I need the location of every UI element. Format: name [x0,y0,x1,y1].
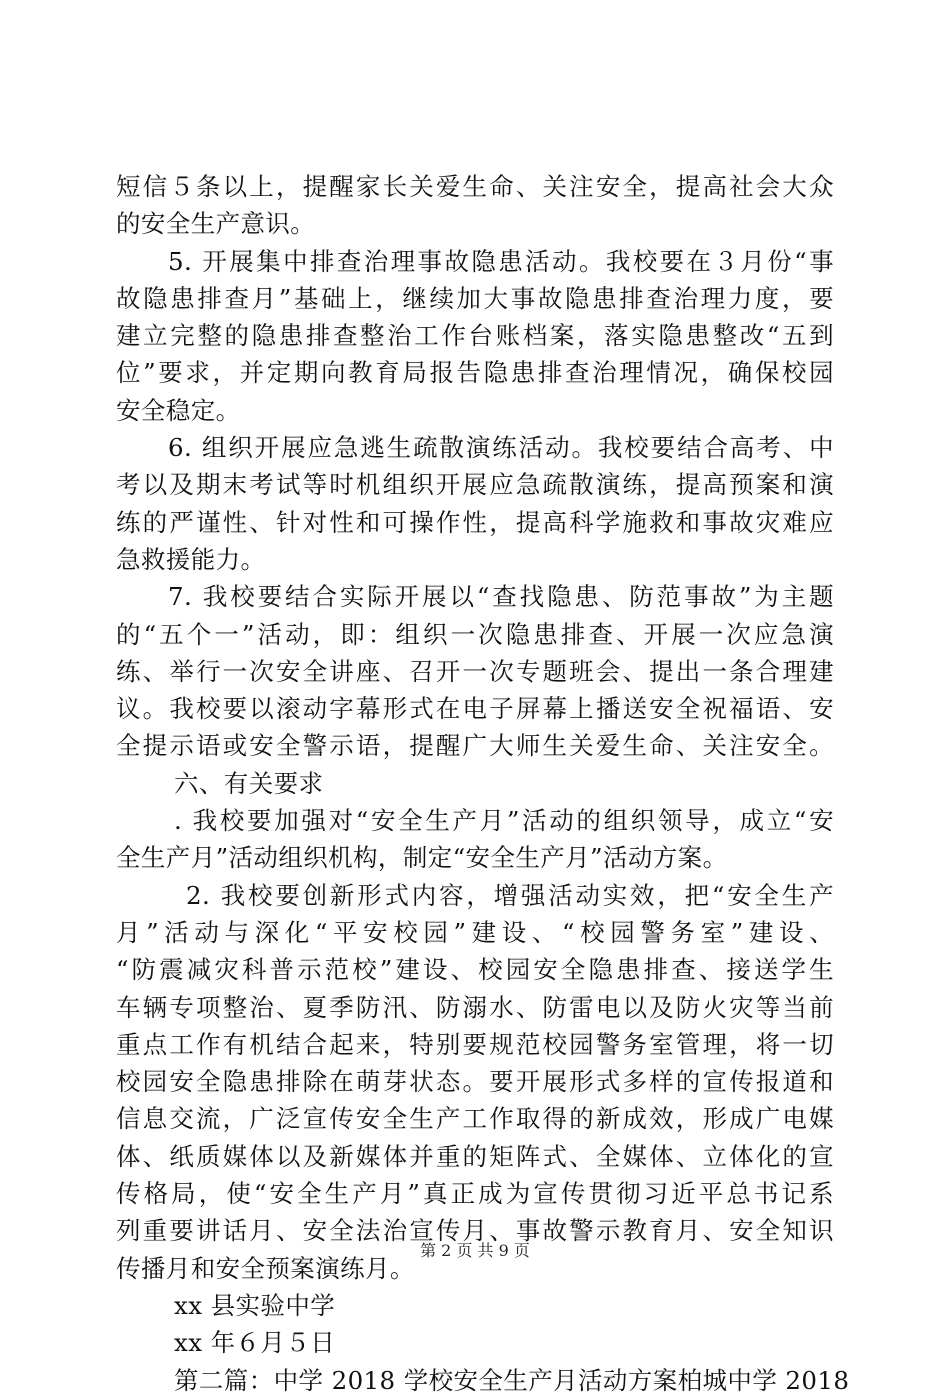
text-line: 信息交流，广泛宣传安全生产工作取得的新成效，形成广电媒 [116,1104,834,1134]
text-line: 全生产月”活动组织机构，制定“安全生产月”活动方案。 [116,843,728,873]
document-body [116,168,850,1399]
text-line: 体、纸质媒体以及新媒体并重的矩阵式、全媒体、立体化的宣 [116,1141,834,1171]
text-line: 车辆专项整治、夏季防汛、防溺水、防雷电以及防火灾等当前 [116,992,834,1022]
text-line: 7. 我校要结合实际开展以“查找隐患、防范事故”为主题 [168,582,834,612]
text-line: 月”活动与深化“平安校园”建设、“校园警务室”建设、 [116,917,834,947]
signature-date: xx 年６月５日 [174,1328,336,1358]
page-number-footer: 第 2 页 共 9 页 [420,1241,530,1260]
text-line: 传格局，使“安全生产月”真正成为宣传贯彻习近平总书记系 [116,1179,834,1209]
text-line: “防震减灾科普示范校”建设、校园安全隐患排查、接送学生 [116,955,834,985]
text-line: 急救援能力。 [116,544,266,574]
signature-org: xx 县实验中学 [174,1290,336,1320]
text-line: 6. 组织开展应急逃生疏散演练活动。我校要结合高考、中 [168,433,834,463]
text-line: 建立完整的隐患排查整治工作台账档案，落实隐患整改“五到 [116,321,834,351]
text-line: 列重要讲话月、安全法治宣传月、事故警示教育月、安全知识 [116,1216,834,1246]
text-line: 安全稳定。 [116,395,241,425]
section-heading: 六、有关要求 [174,768,324,798]
text-line: 2. 我校要创新形式内容，增强活动实效，把“安全生产 [186,880,834,910]
text-line: 5. 开展集中排查治理事故隐患活动。我校要在３月份“事 [168,246,834,276]
text-line: 第二篇：中学 2018 学校安全生产月活动方案柏城中学 2018 [174,1365,850,1395]
text-line: 校园安全隐患排除在萌芽状态。要开展形式多样的宣传报道和 [116,1067,834,1097]
text-line: 练的严谨性、针对性和可操作性，提高科学施救和事故灾难应 [116,507,834,537]
text-line: 故隐患排查月”基础上，继续加大事故隐患排查治理力度，要 [116,283,834,313]
text-line: 传播月和安全预案演练月。 [116,1253,415,1283]
text-line: 短信５条以上，提醒家长关爱生命、关注安全，提高社会大众 [116,172,834,201]
text-line: 的“五个一”活动，即：组织一次隐患排查、开展一次应急演 [116,619,834,649]
text-line: 重点工作有机结合起来，特别要规范校园警务室管理，将一切 [116,1029,834,1059]
text-line: 议。我校要以滚动字幕形式在电子屏幕上播送安全祝福语、安 [116,694,834,724]
text-line: 练、举行一次安全讲座、召开一次专题班会、提出一条合理建 [116,656,834,686]
text-line: 位”要求，并定期向教育局报告隐患排查治理情况，确保校园 [116,358,834,388]
text-line: 考以及期末考试等时机组织开展应急疏散演练，提高预案和演 [116,470,834,500]
text-line: . 我校要加强对“安全生产月”活动的组织领导，成立“安 [174,806,834,836]
text-line: 的安全生产意识。 [116,209,316,239]
text-line: 全提示语或安全警示语，提醒广大师生关爱生命、关注安全。 [116,731,834,761]
